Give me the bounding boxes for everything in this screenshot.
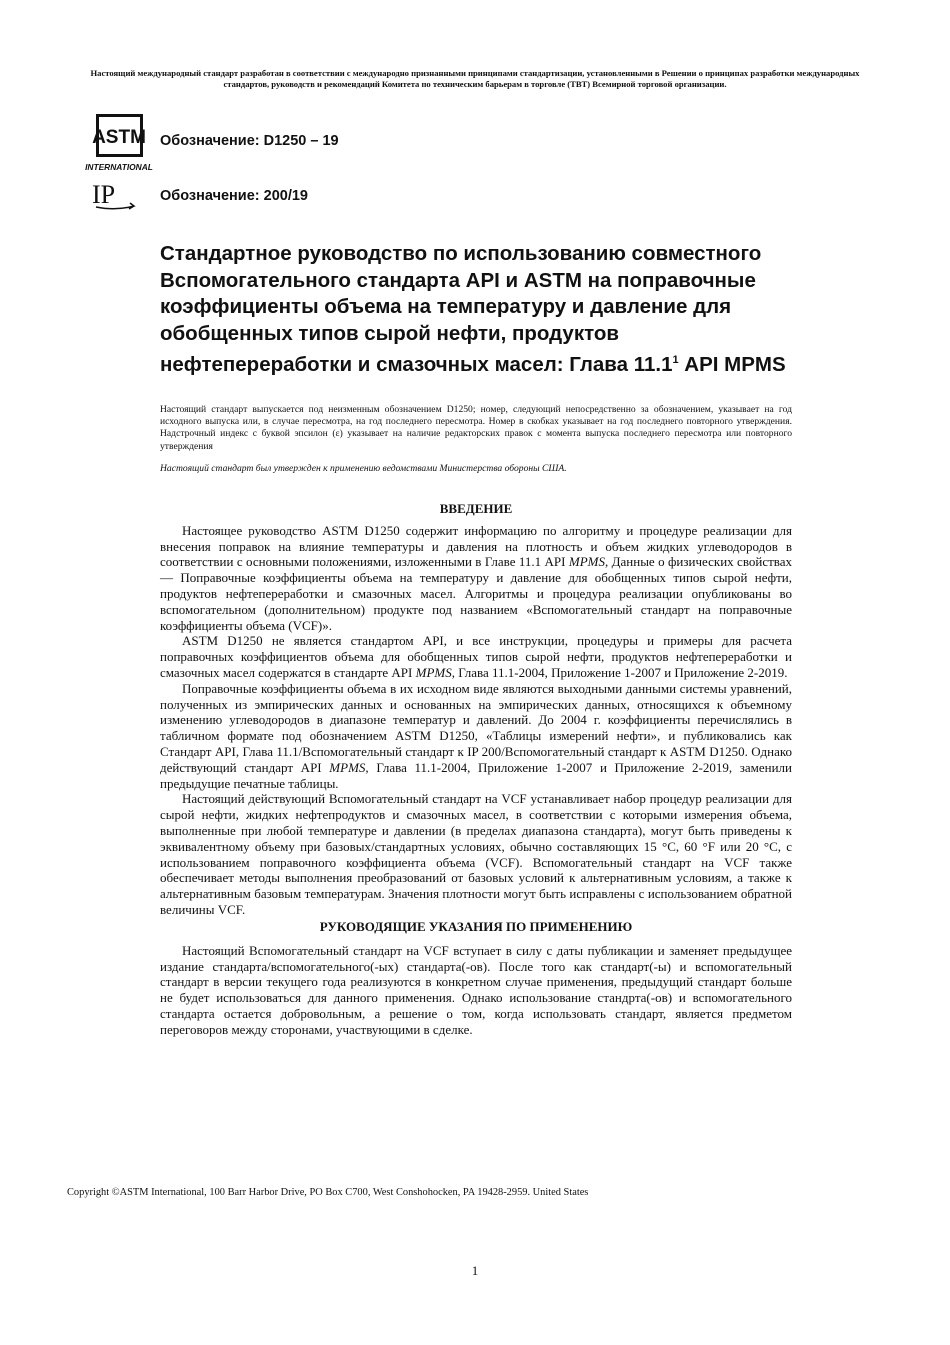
- title-suffix: API MPMS: [678, 353, 786, 377]
- ip-logo: [90, 180, 140, 212]
- astm-logo-subtext: INTERNATIONAL: [85, 162, 153, 172]
- title-footnote-marker: 1: [672, 354, 679, 367]
- astm-logo-text: ASTM: [92, 127, 146, 148]
- introduction-paragraph: Поправочные коэффициенты объема в их исходном виде являются выходными данными системы уравнений, полученных из эмпирических данных и основанных на эмпирических данных, относящихся к объемному изменению углеводородов в диапазоне температур и давлений. До 2004 г. коэффициенты перечислялись в табличном формате под обозначением ASTM D1250, «Таблицы измерений нефти», и публиковались как Стандарт API, Глава 11.1/Вспомогательный стандарт к IP 200/Вспомогательный стандарт к ASTM D1250. Однако действующий стандарт API MPMS, Глава 11.1-2004, Приложение 1-2007 и Приложение 2-2019, заменили предыдущие печатные таблицы.: [160, 680, 792, 791]
- astm-logo: [82, 110, 156, 174]
- introduction-paragraph: ASTM D1250 не является стандартом API, и все инструкции, процедуры и примеры для расчета поправочных коэффициентов объема для обобщенных типов сырой нефти, продуктов нефтепереработки и смазочных масел содержатся в стандарте API MPMS, Глава 11.1-2004, Приложение 1-2007 и Приложение 2-2019.: [160, 633, 792, 680]
- document-body: [160, 404, 792, 1038]
- header-notice: Настоящий международный стандарт разработан в соответствии с международно признанными принципами стандартизации, установленными в Решении о принципах разработки международных стандартов, руководств и рекомендаций Комитета по техническим барьерам в торговле (ТВТ) Всемирной торговой организации.: [90, 68, 860, 89]
- guidance-heading: РУКОВОДЯЩИЕ УКАЗАНИЯ ПО ПРИМЕНЕНИЮ: [319, 918, 633, 934]
- designation-astm: Обозначение: D1250 – 19: [160, 133, 339, 149]
- document-title: [160, 241, 800, 379]
- ip-logo-text: IP: [92, 180, 116, 209]
- introduction-paragraph: Настоящее руководство ASTM D1250 содержит информацию по алгоритму и процедуре реализации для внесения поправок на влияние температуры и давления на плотность и объем жидких углеводородов в соответствии с основными положениями, изложенными в Главе 11.1 API MPMS, Данные о физических свойствах — Поправочные коэффициенты объема на температуру и давление для обобщенных типов сырой нефти, продуктов нефтепереработки и смазочных масел. Алгоритмы и процедура реализации опубликованы во вспомогательном (дополнительном) продукте под названием «Вспомогательный стандарт на поправочные коэффициенты объема (VCF)».: [160, 522, 793, 633]
- introduction-paragraph: Настоящий действующий Вспомогательный стандарт на VCF устанавливает набор процедур реализации для сырой нефти, жидких нефтепродуктов и смазочных масел, в соответствии с которыми измерения объема, выполненные при любой температуре и давлении (в пределах диапазона стандарта), могут быть приведены к эквивалентному объему при базовых/стандартных условиях, обычно составляющих 15 °C, 60 °F или 20 °C, с использованием поправочного коэффициента объема (VCF). Вспомогательный стандарт на VCF также обеспечивает методы выполнения преобразований от базовых условий к альтернативным условиям, а также к альтернативным базовым температурам. Значения плотности могут быть исправлены с использованием обратной величины VCF.: [160, 791, 792, 917]
- copyright-footer: Copyright ©ASTM International, 100 Barr Harbor Drive, PO Box C700, West Conshohocken, PA 19428-2959. United States: [67, 1187, 589, 1198]
- issued-note: Настоящий стандарт выпускается под неизменным обозначением D1250; номер, следующий непосредственно за обозначением, указывает на год исходного выпуска или, в случае пересмотра, на год последнего пересмотра. Номер в скобках указывает на год последнего повторного утверждения. Надстрочный индекс с буквой эпсилон (ε) указывает на наличие редакторских правок с момента выпуска последнего пересмотра или повторного утверждения: [160, 404, 792, 452]
- title-text: Стандартное руководство по использованию совместного Вспомогательного стандарта API и ASTM на поправочные коэффициенты объема на температуру и давление для обобщенных типов сырой нефти, продуктов нефтепереработки и смазочных масел: Глава 11.1: [160, 242, 762, 377]
- guidance-paragraph: Настоящий Вспомогательный стандарт на VCF вступает в силу с даты публикации и заменяет предыдущее издание стандарта/вспомогательного(-ых) стандарта(-ов). После того как стандарт(-ы) и вспомогательный стандарт в версии текущего года реализуются в конкретном случае применения, предыдущий стандарт больше не будет использоваться для данного применения. Однако использование стандрта(-ов) и вспомогательного стандарта остается добровольным, а решение о том, когда использовать стандарт, является предметом переговоров между сторонами, участвующими в сделке.: [160, 942, 792, 1037]
- approval-note: Настоящий стандарт был утвержден к применению ведомствами Министерства обороны США.: [160, 462, 567, 474]
- page-number: 1: [471, 1263, 479, 1278]
- designation-ip: Обозначение: 200/19: [160, 188, 308, 204]
- introduction-heading: ВВЕДЕНИЕ: [439, 500, 513, 516]
